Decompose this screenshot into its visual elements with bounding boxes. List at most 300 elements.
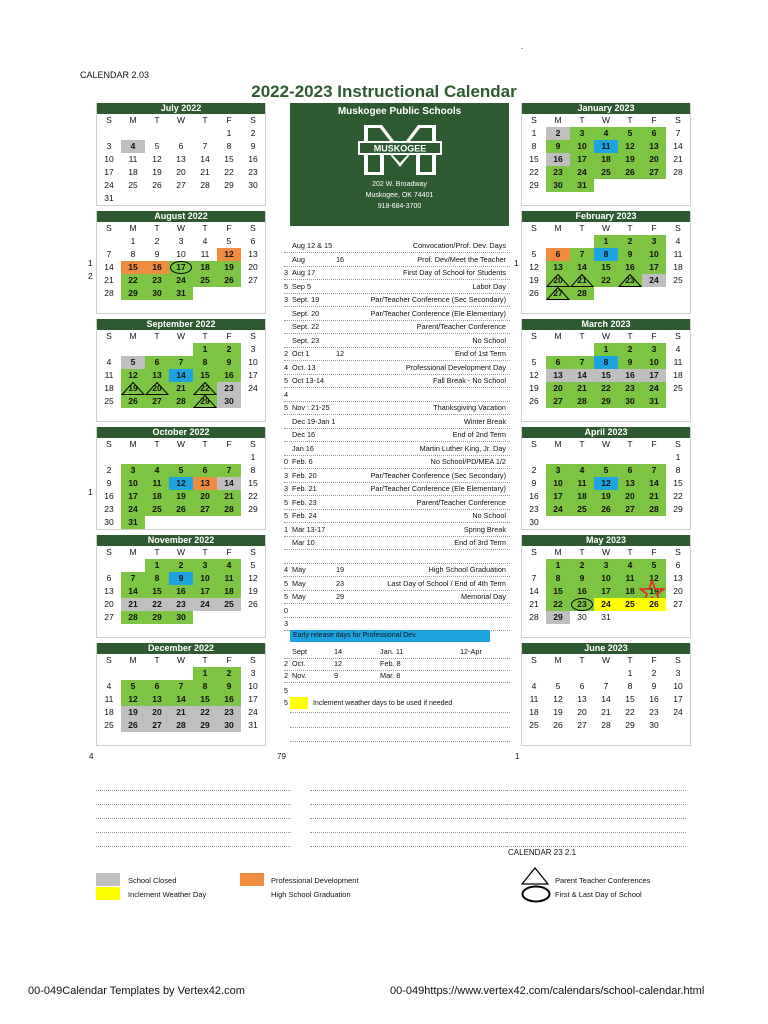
day-cell: 13 [104,586,114,596]
day-cell: 8 [145,572,169,585]
day-cell [145,300,169,313]
day-cell: 26 [152,180,162,190]
event-row [284,456,510,469]
day-cell: 27 [618,503,642,516]
day-cell: 12 [217,248,241,261]
day-cell: 18 [594,153,618,166]
day-cell [193,516,217,529]
day-cell: 19 [121,382,145,395]
month-grid [522,330,690,421]
day-cell: 23 [618,382,642,395]
day-cell: 7 [121,572,145,585]
school-info-panel [290,103,509,226]
day-cell: 16 [649,694,659,704]
weekday-label: T [627,439,633,449]
day-cell [217,611,241,624]
day-cell: 11 [217,572,241,585]
day-cell [97,559,121,572]
day-cell: 21 [104,275,114,285]
day-cell [193,611,217,624]
day-cell: 1 [250,452,256,462]
day-cell: 14 [169,369,193,382]
day-cell: 29 [193,719,217,732]
day-cell: 26 [217,274,241,287]
day-cell: 20 [145,382,169,395]
event-description: Convocation/Prof. Dev. Days [412,241,506,250]
school-logo [358,123,442,177]
day-cell: 11 [529,694,539,704]
school-phone: 918-684-3700 [377,203,422,210]
day-cell: 9 [106,478,112,488]
day-cell: 4 [106,681,112,691]
day-cell [618,179,642,192]
weekday-label: F [651,439,657,449]
day-cell: 17 [642,369,666,382]
day-cell: 1 [627,668,633,678]
day-cell: 4 [570,464,594,477]
day-cell [169,732,193,745]
day-cell: 11 [673,357,683,367]
event-count: 5 [284,281,289,291]
day-cell: 30 [649,720,659,730]
school-address-line2: Muskogee, OK 74401 [365,192,434,199]
event-row [284,389,510,402]
side-count: 1 [88,258,93,268]
day-cell: 8 [250,465,256,475]
day-cell: 9 [618,248,642,261]
event-row [284,362,510,375]
day-cell: 21 [217,490,241,503]
day-cell [193,287,217,300]
day-cell: 17 [248,694,258,704]
day-cell: 7 [531,573,537,583]
day-cell: 14 [200,154,210,164]
day-cell: 18 [673,370,683,380]
day-cell [642,287,666,300]
month-title: October 2022 [97,427,265,438]
day-cell [169,127,193,140]
day-cell: 19 [248,586,258,596]
day-cell: 11 [594,140,618,153]
event-description: End of 3rd Term [454,538,506,547]
day-cell [145,667,169,680]
day-cell: 15 [224,154,234,164]
day-cell [121,624,145,637]
event-date: May [292,592,306,601]
day-cell: 28 [673,167,683,177]
day-cell: 4 [106,357,112,367]
event-count: 5 [284,578,289,588]
day-cell: 5 [555,681,561,691]
event-date: Feb. 20 [292,470,317,480]
day-cell: 8 [531,141,537,151]
day-cell [241,732,265,745]
day-cell: 12 [553,694,563,704]
event-description: No School [472,511,506,520]
conference-triangle-icon [546,274,570,287]
day-cell: 13 [145,369,169,382]
day-cell: 10 [248,681,258,691]
day-cell: 30 [618,395,642,408]
day-cell: 27 [145,395,169,408]
day-cell: 12 [529,262,539,272]
month-grid [97,330,265,421]
event-row [284,240,510,253]
day-cell: 27 [546,395,570,408]
weekday-label: S [250,331,256,341]
weekday-label: T [627,655,633,665]
weekday-label: F [226,331,232,341]
day-cell [618,192,642,205]
weekday-label: M [129,655,137,665]
day-cell: 2 [169,559,193,572]
day-cell [241,611,265,624]
day-cell: 18 [673,262,683,272]
event-row [284,281,510,294]
day-cell [97,127,121,140]
day-cell [193,408,217,421]
note-line [506,832,686,833]
day-cell [594,300,618,313]
day-cell: 20 [546,382,570,395]
weekday-label: S [250,223,256,233]
day-cell [594,624,618,637]
day-cell [570,624,594,637]
weekday-label: M [554,115,562,125]
day-cell: 30 [217,395,241,408]
day-cell: 8 [627,681,633,691]
day-cell: 16 [618,261,642,274]
legend-weather: Inclement Weather Day [128,890,207,899]
day-cell [145,624,169,637]
count-mid: 79 [277,752,286,761]
weekday-label: M [129,547,137,557]
day-cell: 14 [104,262,114,272]
day-cell: 6 [193,464,217,477]
weekday-label: S [250,547,256,557]
day-cell [241,300,265,313]
day-cell: 18 [145,490,169,503]
day-cell: 22 [193,706,217,719]
day-cell [121,667,145,680]
weekday-label: F [651,547,657,557]
day-cell: 1 [531,128,537,138]
conference-triangle-icon [145,382,169,395]
day-cell: 16 [169,585,193,598]
day-cell [121,408,145,421]
event-date: Feb. 21 [292,484,317,493]
day-cell [522,667,546,680]
month-title: April 2023 [522,427,690,438]
day-cell: 18 [104,707,114,717]
day-cell [145,516,169,529]
day-cell: 5 [121,680,145,693]
early-release-value: 14 [334,647,343,656]
note-line [96,832,291,833]
month-calendar [521,535,691,638]
day-cell [666,732,690,745]
day-cell: 27 [248,275,258,285]
day-cell [570,343,594,356]
side-count: 2 [88,271,93,281]
event-row [284,267,510,280]
day-cell: 26 [594,503,618,516]
weekday-label: T [627,547,633,557]
day-cell [145,408,169,421]
day-cell: 11 [570,477,594,490]
document-code-bottom: CALENDAR 23 2.1 [508,848,577,857]
day-cell [642,732,666,745]
event-row [284,497,510,510]
day-cell [522,732,546,745]
day-cell: 19 [217,261,241,274]
day-cell: 22 [529,167,539,177]
day-cell: 24 [248,707,258,717]
event-description: End of 1st Term [455,349,506,358]
day-cell [97,451,121,464]
event-date: Sept. 22 [292,322,320,331]
day-cell: 27 [577,720,587,730]
day-cell [97,343,121,356]
event-description: Last Day of School / End of 4th Term [387,578,506,588]
day-cell: 6 [675,560,681,570]
event-count: 3 [284,295,289,304]
day-cell: 10 [594,572,618,585]
legend-swatch-closed [96,873,120,886]
day-cell: 6 [642,127,666,140]
day-cell: 30 [217,719,241,732]
day-cell: 4 [594,127,618,140]
day-cell: 5 [169,464,193,477]
day-cell [666,192,690,205]
weekday-label: S [675,439,681,449]
day-cell: 16 [104,491,114,501]
day-cell [145,451,169,464]
school-name: Muskogee Public Schools [337,106,462,117]
event-row [284,524,510,537]
day-cell: 1 [193,667,217,680]
day-cell: 27 [145,719,169,732]
day-cell: 11 [200,249,210,259]
legend-swatch-weather [96,887,120,900]
day-cell: 25 [193,274,217,287]
day-cell: 10 [193,572,217,585]
day-cell: 8 [226,141,232,151]
event-count: 0 [284,457,289,466]
early-release-value: 2 [284,659,289,668]
day-cell: 19 [594,490,618,503]
day-cell [522,624,546,637]
day-cell: 29 [594,395,618,408]
day-cell [546,667,570,680]
day-cell: 22 [145,598,169,611]
month-title: November 2022 [97,535,265,546]
month-grid [522,654,690,745]
weekday-label: T [579,223,585,233]
day-cell [666,624,690,637]
school-address-line1: 202 W. Broadway [372,181,427,188]
day-cell: 3 [642,235,666,248]
day-cell: 10 [104,154,114,164]
day-cell [666,408,690,421]
stray-dot: . [521,42,524,51]
day-cell [546,408,570,421]
day-cell [642,192,666,205]
weekday-label: T [202,223,208,233]
weekday-label: T [579,331,585,341]
event-date: Dec 16 [292,430,316,439]
event-count: 5 [284,511,289,520]
weekday-label: S [675,547,681,557]
day-cell: 7 [202,141,208,151]
event-count: 2 [284,349,289,358]
day-cell: 21 [642,490,666,503]
day-cell: 13 [546,369,570,382]
event-date: Jan 16 [292,443,314,453]
day-cell: 9 [169,572,193,585]
month-grid [522,438,690,529]
day-cell: 6 [618,464,642,477]
day-cell: 28 [529,612,539,622]
day-cell: 17 [121,490,145,503]
day-cell [618,611,642,624]
event-row [284,416,510,429]
event-description: Par/Teacher Conference (Sec Secondary) [370,295,506,304]
day-cell: 9 [531,478,537,488]
month-calendar [521,103,691,206]
weekday-label: S [106,547,112,557]
day-cell: 8 [675,465,681,475]
first-last-day-ring [170,261,192,274]
day-cell: 12 [642,572,666,585]
day-cell: 11 [145,477,169,490]
event-row [284,308,510,321]
day-cell: 15 [594,369,618,382]
day-cell: 11 [673,249,683,259]
day-cell [241,624,265,637]
weekday-label: T [579,655,585,665]
day-cell [241,192,265,205]
event-row [284,335,510,348]
day-cell: 8 [594,356,618,369]
day-cell: 29 [529,180,539,190]
day-cell: 20 [104,599,114,609]
day-cell: 29 [224,180,234,190]
day-cell: 29 [673,504,683,514]
event-count: 5 [284,592,289,601]
day-cell: 23 [217,706,241,719]
weekday-label: T [627,223,633,233]
event-date: Aug 17 [292,268,316,277]
day-cell: 24 [594,598,618,611]
day-cell: 5 [531,249,537,259]
day-cell [121,127,145,140]
day-cell: 24 [193,598,217,611]
day-cell: 4 [531,681,537,691]
day-cell: 25 [128,180,138,190]
note-line [506,804,686,805]
day-cell: 6 [579,681,585,691]
day-cell [666,287,690,300]
event-row [284,254,510,267]
day-cell [193,192,217,205]
day-cell: 4 [675,344,681,354]
day-cell: 31 [104,193,114,203]
conference-triangle-icon [618,274,642,287]
weekday-label: F [226,439,232,449]
day-cell: 1 [594,343,618,356]
day-cell [642,451,666,464]
weekday-label: S [250,439,256,449]
note-line [96,818,291,819]
month-calendar [96,103,266,206]
day-cell: 1 [193,343,217,356]
day-cell [169,516,193,529]
day-cell: 14 [217,477,241,490]
day-cell: 22 [193,382,217,395]
event-description: Spring Break [463,524,506,534]
day-cell: 2 [250,128,256,138]
day-cell: 6 [145,680,169,693]
day-cell [546,516,570,529]
weekday-label: S [106,115,112,125]
day-cell: 18 [570,490,594,503]
day-cell: 21 [200,167,210,177]
day-cell: 19 [529,275,539,285]
day-cell: 6 [145,356,169,369]
day-cell: 28 [121,611,145,624]
day-cell: 12 [152,154,162,164]
weekday-label: M [554,331,562,341]
day-cell: 8 [130,249,136,259]
day-cell: 31 [169,287,193,300]
day-cell: 29 [248,504,258,514]
inclement-count: 5 [284,700,288,707]
day-cell: 22 [546,598,570,611]
side-count: 1 [514,258,519,268]
m-logo-icon [358,123,442,177]
day-cell [169,192,193,205]
event-row [284,537,510,550]
weekday-label: F [651,655,657,665]
day-cell [618,300,642,313]
early-release-value: Feb. 8 [380,659,401,668]
weekday-label: W [176,115,186,125]
day-cell: 3 [675,668,681,678]
weekday-label: T [202,655,208,665]
day-cell: 14 [570,369,594,382]
day-cell [570,451,594,464]
day-cell: 17 [642,261,666,274]
day-cell: 27 [176,180,186,190]
note-line [310,790,510,791]
day-cell: 29 [546,611,570,624]
day-cell: 9 [154,249,160,259]
day-cell [546,624,570,637]
day-cell: 25 [594,166,618,179]
day-cell: 22 [248,491,258,501]
day-cell: 25 [104,720,114,730]
day-cell: 30 [248,180,258,190]
event-description: No School [472,335,506,345]
day-cell: 14 [529,586,539,596]
event-row [284,605,510,618]
day-cell: 24 [642,274,666,287]
weekday-label: F [651,115,657,125]
day-cell: 7 [675,128,681,138]
weekday-label: S [531,439,537,449]
day-cell [97,408,121,421]
